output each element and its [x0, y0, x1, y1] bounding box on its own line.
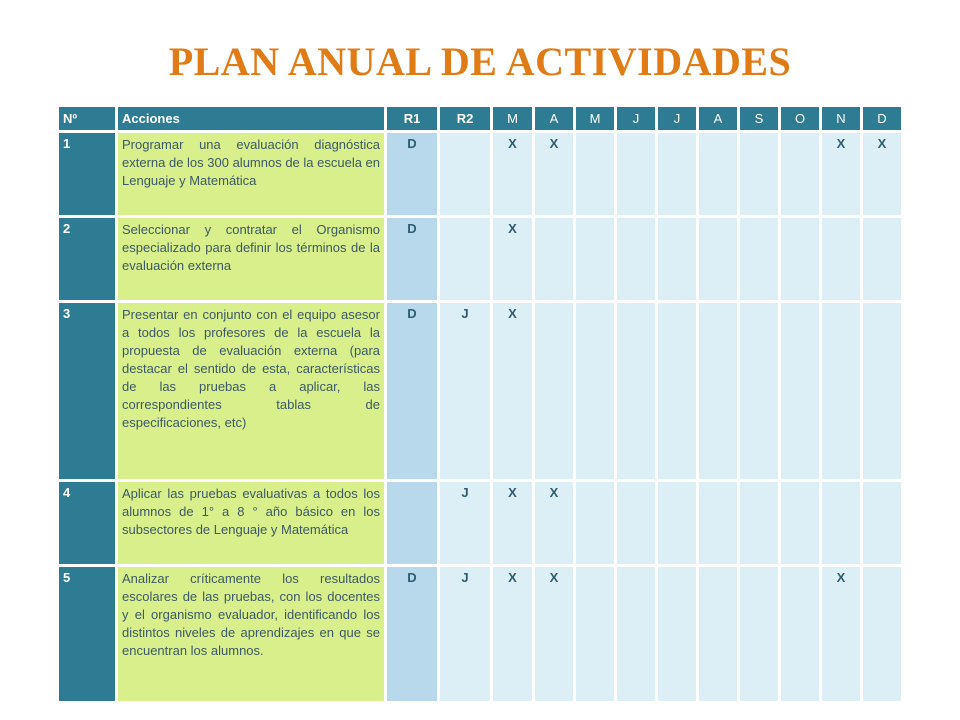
- row-number: 4: [59, 482, 115, 564]
- row-month-mark: [699, 303, 737, 479]
- header-r1: R1: [387, 107, 437, 130]
- header-month: D: [863, 107, 901, 130]
- row-month-mark: X: [863, 133, 901, 215]
- row-month-mark: [617, 567, 655, 701]
- row-month-mark: [699, 133, 737, 215]
- row-month-mark: [699, 218, 737, 300]
- row-r2: [440, 133, 490, 215]
- row-number: 2: [59, 218, 115, 300]
- row-month-mark: X: [822, 567, 860, 701]
- row-month-mark: X: [493, 567, 532, 701]
- row-month-mark: [658, 567, 696, 701]
- table-row: [59, 567, 901, 701]
- row-month-mark: X: [493, 218, 532, 300]
- row-month-mark: [576, 218, 614, 300]
- row-r1: D: [387, 303, 437, 479]
- row-number: 1: [59, 133, 115, 215]
- row-month-mark: [822, 218, 860, 300]
- row-month-mark: [740, 133, 778, 215]
- row-month-mark: [658, 218, 696, 300]
- row-month-mark: [617, 482, 655, 564]
- header-month: N: [822, 107, 860, 130]
- table-row: [59, 218, 901, 300]
- header-month: A: [699, 107, 737, 130]
- row-action-text: Programar una evaluación diagnóstica externa de los 300 alumnos de la escuela en Lenguaje y Matemática: [118, 133, 384, 215]
- row-month-mark: [781, 567, 819, 701]
- row-month-mark: [740, 218, 778, 300]
- row-month-mark: [822, 303, 860, 479]
- row-r1: D: [387, 567, 437, 701]
- row-month-mark: X: [535, 567, 573, 701]
- row-r2: J: [440, 482, 490, 564]
- row-r1: [387, 482, 437, 564]
- row-month-mark: [617, 303, 655, 479]
- table-row: [59, 133, 901, 215]
- header-r2: R2: [440, 107, 490, 130]
- row-action-text: Seleccionar y contratar el Organismo especializado para definir los términos de la evaluación externa: [118, 218, 384, 300]
- row-month-mark: X: [822, 133, 860, 215]
- row-month-mark: [658, 303, 696, 479]
- row-month-mark: X: [493, 303, 532, 479]
- row-month-mark: [535, 218, 573, 300]
- row-month-mark: [535, 303, 573, 479]
- row-month-mark: [822, 482, 860, 564]
- row-month-mark: [699, 482, 737, 564]
- row-month-mark: [863, 303, 901, 479]
- row-month-mark: [740, 482, 778, 564]
- row-month-mark: [740, 303, 778, 479]
- row-action-text: Aplicar las pruebas evaluativas a todos los alumnos de 1° a 8 ° año básico en los subsectores de Lenguaje y Matemática: [118, 482, 384, 564]
- row-month-mark: [781, 218, 819, 300]
- header-month: M: [493, 107, 532, 130]
- row-r1: D: [387, 218, 437, 300]
- row-r1: D: [387, 133, 437, 215]
- page-title: PLAN ANUAL DE ACTIVIDADES: [168, 39, 792, 84]
- header-month: O: [781, 107, 819, 130]
- row-month-mark: [576, 303, 614, 479]
- row-number: 5: [59, 567, 115, 701]
- row-action-text: Presentar en conjunto con el equipo asesor a todos los profesores de la escuela la propuesta de evaluación externa (para destacar el sentido de esta, características de las pruebas a aplicar, las correspondientes tablas de especificaciones, etc): [118, 303, 384, 479]
- activities-table: [56, 104, 904, 704]
- header-row: [59, 107, 901, 130]
- row-month-mark: X: [535, 133, 573, 215]
- row-month-mark: [699, 567, 737, 701]
- header-month: J: [617, 107, 655, 130]
- header-month: A: [535, 107, 573, 130]
- row-month-mark: [617, 218, 655, 300]
- header-acciones: Acciones: [118, 107, 384, 130]
- row-r2: [440, 218, 490, 300]
- row-month-mark: [863, 218, 901, 300]
- table-row: [59, 303, 901, 479]
- row-r2: J: [440, 303, 490, 479]
- row-r2: J: [440, 567, 490, 701]
- row-month-mark: X: [493, 133, 532, 215]
- header-month: M: [576, 107, 614, 130]
- row-month-mark: [740, 567, 778, 701]
- row-month-mark: [576, 482, 614, 564]
- row-month-mark: [658, 133, 696, 215]
- row-month-mark: [781, 482, 819, 564]
- row-month-mark: [617, 133, 655, 215]
- row-month-mark: [781, 133, 819, 215]
- row-month-mark: [576, 567, 614, 701]
- header-month: J: [658, 107, 696, 130]
- row-month-mark: X: [535, 482, 573, 564]
- row-month-mark: [863, 482, 901, 564]
- row-month-mark: X: [493, 482, 532, 564]
- row-action-text: Analizar críticamente los resultados escolares de las pruebas, con los docentes y el organismo evaluador, identificando los distintos niveles de aprendizajes en que se encuentran los alumnos.: [118, 567, 384, 701]
- header-month: S: [740, 107, 778, 130]
- header-num: Nº: [59, 107, 115, 130]
- row-month-mark: [576, 133, 614, 215]
- row-month-mark: [658, 482, 696, 564]
- row-month-mark: [781, 303, 819, 479]
- row-number: 3: [59, 303, 115, 479]
- row-month-mark: [863, 567, 901, 701]
- table-row: [59, 482, 901, 564]
